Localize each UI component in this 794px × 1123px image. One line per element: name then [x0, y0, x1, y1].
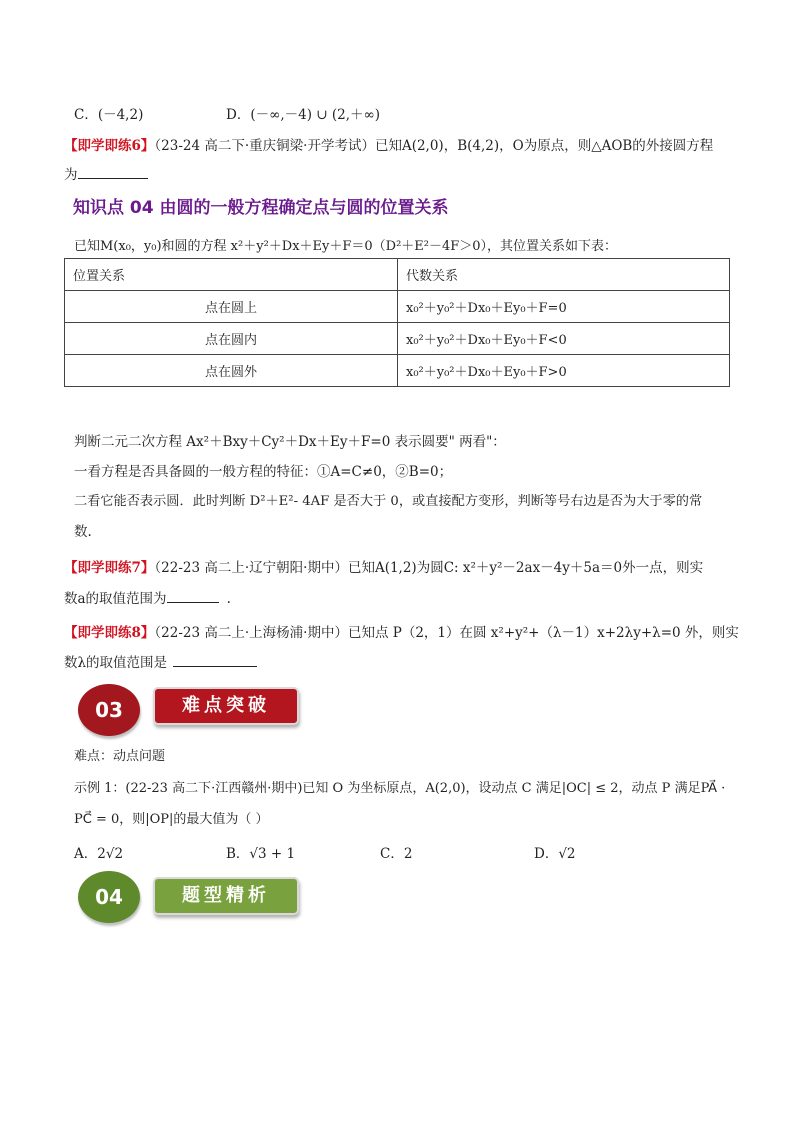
table-cell: x₀²＋y₀²＋Dx₀＋Ey₀＋F<0: [398, 323, 730, 355]
practice6-line1: [64, 134, 713, 154]
table-cell: x₀²＋y₀²＋Dx₀＋Ey₀＋F>0: [398, 355, 730, 387]
judge-line3: 二看它能否表示圆．此时判断 D²＋E²- 4AF 是否大于 0，或直接配方变形，判断等号右边是否为大于零的常: [74, 494, 703, 509]
practice6-line2-text: 为: [64, 167, 78, 183]
table-row: [65, 291, 730, 323]
example-option-b: B．√3 + 1: [226, 846, 296, 862]
practice7-period: .: [226, 591, 231, 607]
example-option-d: D．√2: [534, 846, 576, 862]
judge-line1: 判断二元二次方程 Ax²＋Bxy＋Cy²＋Dx＋Ey＋F=0 表示圆要" 两看"：: [74, 434, 506, 450]
position-relation-table: [64, 258, 730, 387]
practice6-line2: [64, 163, 148, 183]
table-row: [65, 355, 730, 387]
practice8-tag: 【即学即练8】: [64, 625, 155, 641]
practice8-line2: [64, 651, 257, 671]
example-option-c: C．2: [380, 846, 413, 862]
practice7-line2: [64, 587, 231, 607]
table-cell: 点在圆外: [65, 355, 398, 387]
table-header-cell: 代数关系: [398, 259, 730, 291]
practice6-text: （23-24 高二下·重庆铜梁·开学考试）已知A(2,0)，B(4,2)，O为原点，则△AOB的外接圆方程: [154, 138, 714, 154]
answer-blank: [167, 588, 219, 603]
practice8-text: （22-23 高二上·上海杨浦·期中）已知点 P（2，1）在圆 x²+y²+（λ－1）x+2λy+λ=0 外，则实: [154, 625, 739, 641]
practice7-tag: 【即学即练7】: [64, 560, 155, 576]
section-title-banner: 题型精析: [153, 877, 299, 915]
table-header-cell: 位置关系: [65, 259, 398, 291]
example-line1: 示例 1：(22-23 高二下·江西赣州·期中)已知 O 为坐标原点，A(2,0)，设动点 C 满足|OC| ≤ 2，动点 P 满足PA⃗ ·: [74, 781, 726, 796]
section-title-banner: 难点突破: [153, 687, 299, 725]
practice8-line1: [64, 621, 739, 641]
judge-line2: 一看方程是否具备圆的一般方程的特征：①A=C≠0，②B=0；: [74, 464, 453, 480]
practice7-line2-text: 数a的取值范围为: [64, 591, 167, 607]
section-number-badge: 03: [78, 684, 140, 736]
practice6-tag: 【即学即练6】: [64, 138, 155, 154]
intro-text: 已知M(x₀，y₀)和圆的方程 x²＋y²＋Dx＋Ey＋F＝0（D²＋E²－4F＞0），其位置关系如下表：: [74, 239, 618, 254]
difficulty-label: 难点：动点问题: [74, 749, 166, 764]
example-option-a: A．2√2: [74, 846, 124, 862]
table-header-row: [65, 259, 730, 291]
section-number-badge: 04: [78, 871, 140, 923]
table-cell: 点在圆内: [65, 323, 398, 355]
answer-blank: [78, 164, 148, 179]
table-cell: 点在圆上: [65, 291, 398, 323]
table-row: [65, 323, 730, 355]
practice7-text: （22-23 高二上·辽宁朝阳·期中）已知A(1,2)为圆C: x²＋y²－2ax－4y＋5a＝0外一点，则实: [154, 560, 704, 576]
answer-blank: [173, 652, 257, 667]
option-c: C．(－4,2): [74, 107, 144, 123]
judge-line4: 数.: [74, 524, 92, 540]
option-d: D．(－∞,－4) ∪ (2,＋∞): [226, 107, 381, 123]
practice8-line2-text: 数λ的取值范围是: [64, 655, 168, 671]
practice7-line1: [64, 556, 703, 576]
section-heading: 知识点 04 由圆的一般方程确定点与圆的位置关系: [73, 198, 449, 218]
example-line2: PC⃗ = 0，则|OP|的最大值为（ ）: [74, 812, 269, 827]
table-cell: x₀²＋y₀²＋Dx₀＋Ey₀＋F=0: [398, 291, 730, 323]
